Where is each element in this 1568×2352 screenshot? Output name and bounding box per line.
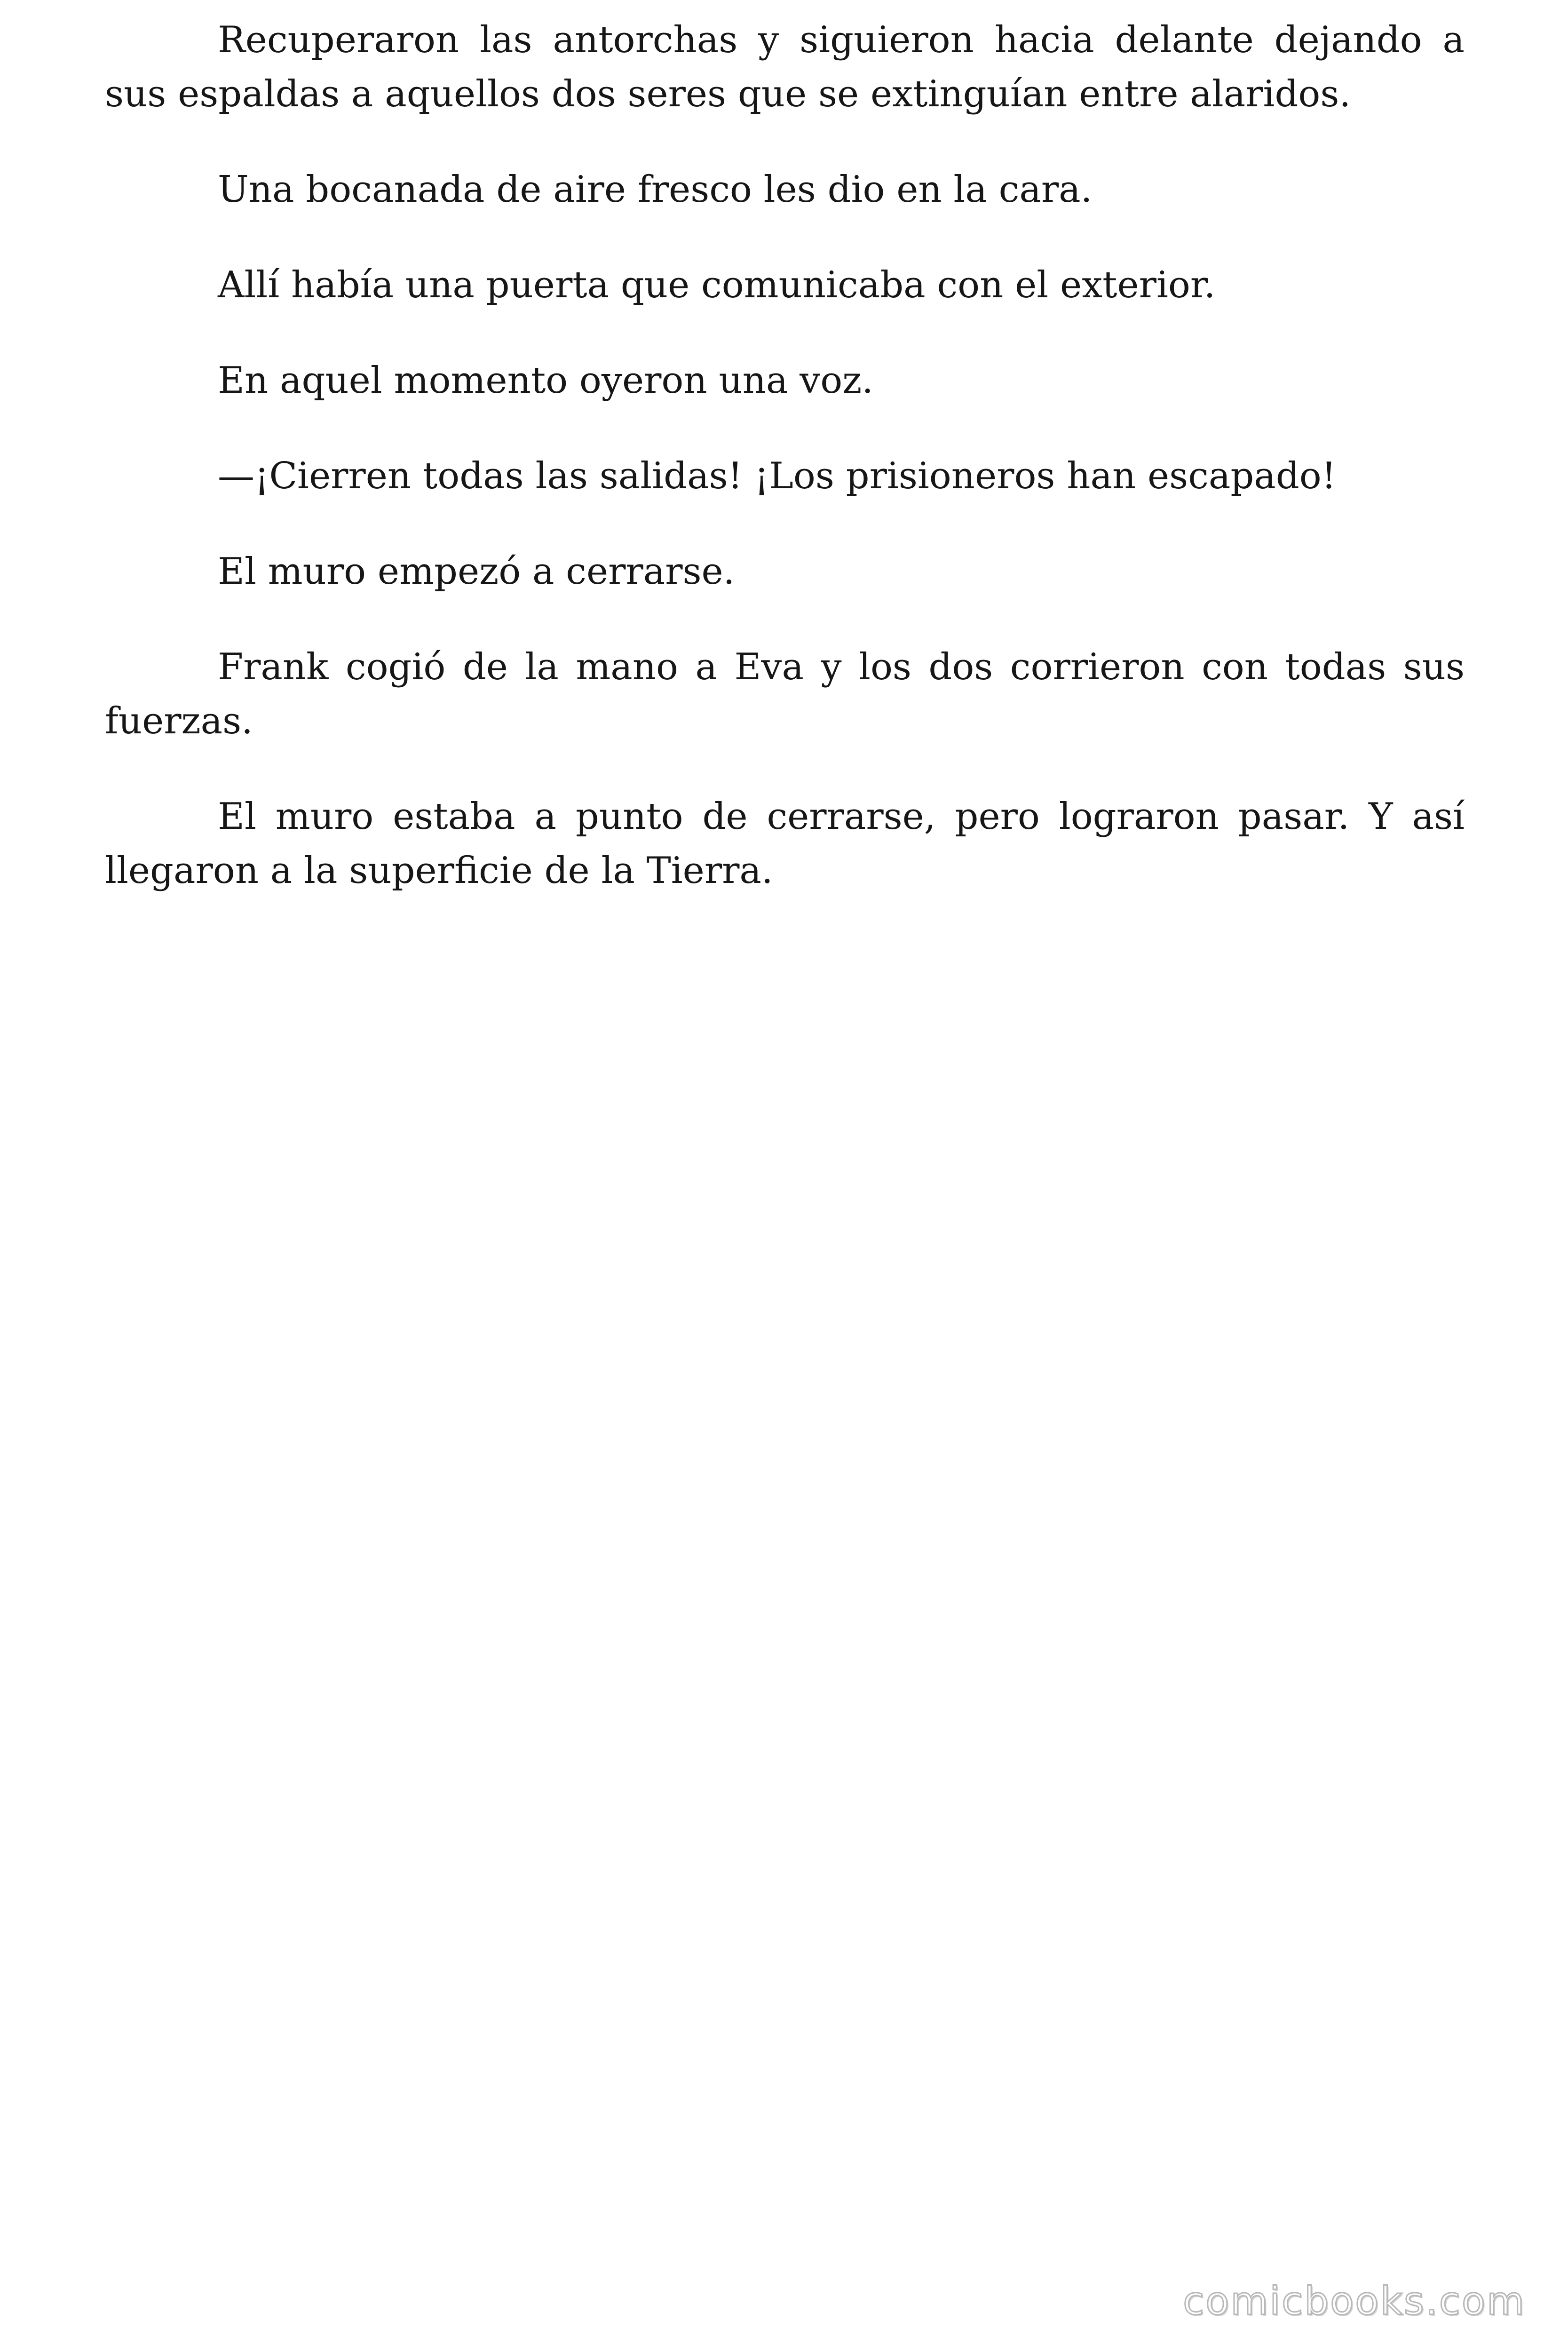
paragraph: Una bocanada de aire fresco les dio en la cara. [218,168,1093,211]
page-body [105,13,1465,939]
dialogue-paragraph: —¡Cierren todas las salidas! ¡Los prisioneros han escapado! [218,455,1337,497]
paragraph: El muro estaba a punto de cerrarse, pero lograron pasar. Y así llegaron a la superficie de la Tierra. [105,795,1465,892]
paragraph: Allí había una puerta que comunicaba con el exterior. [218,264,1216,306]
watermark-logo: comicbooks.com [1183,2279,1526,2324]
paragraph: En aquel momento oyeron una voz. [218,359,874,402]
paragraph: Recuperaron las antorchas y siguieron hacia delante dejando a sus espaldas a aquellos dos seres que se extinguían entre alaridos. [105,19,1465,115]
paragraph: Frank cogió de la mano a Eva y los dos corrieron con todas sus fuerzas. [105,646,1465,742]
paragraph: El muro empezó a cerrarse. [218,550,735,593]
